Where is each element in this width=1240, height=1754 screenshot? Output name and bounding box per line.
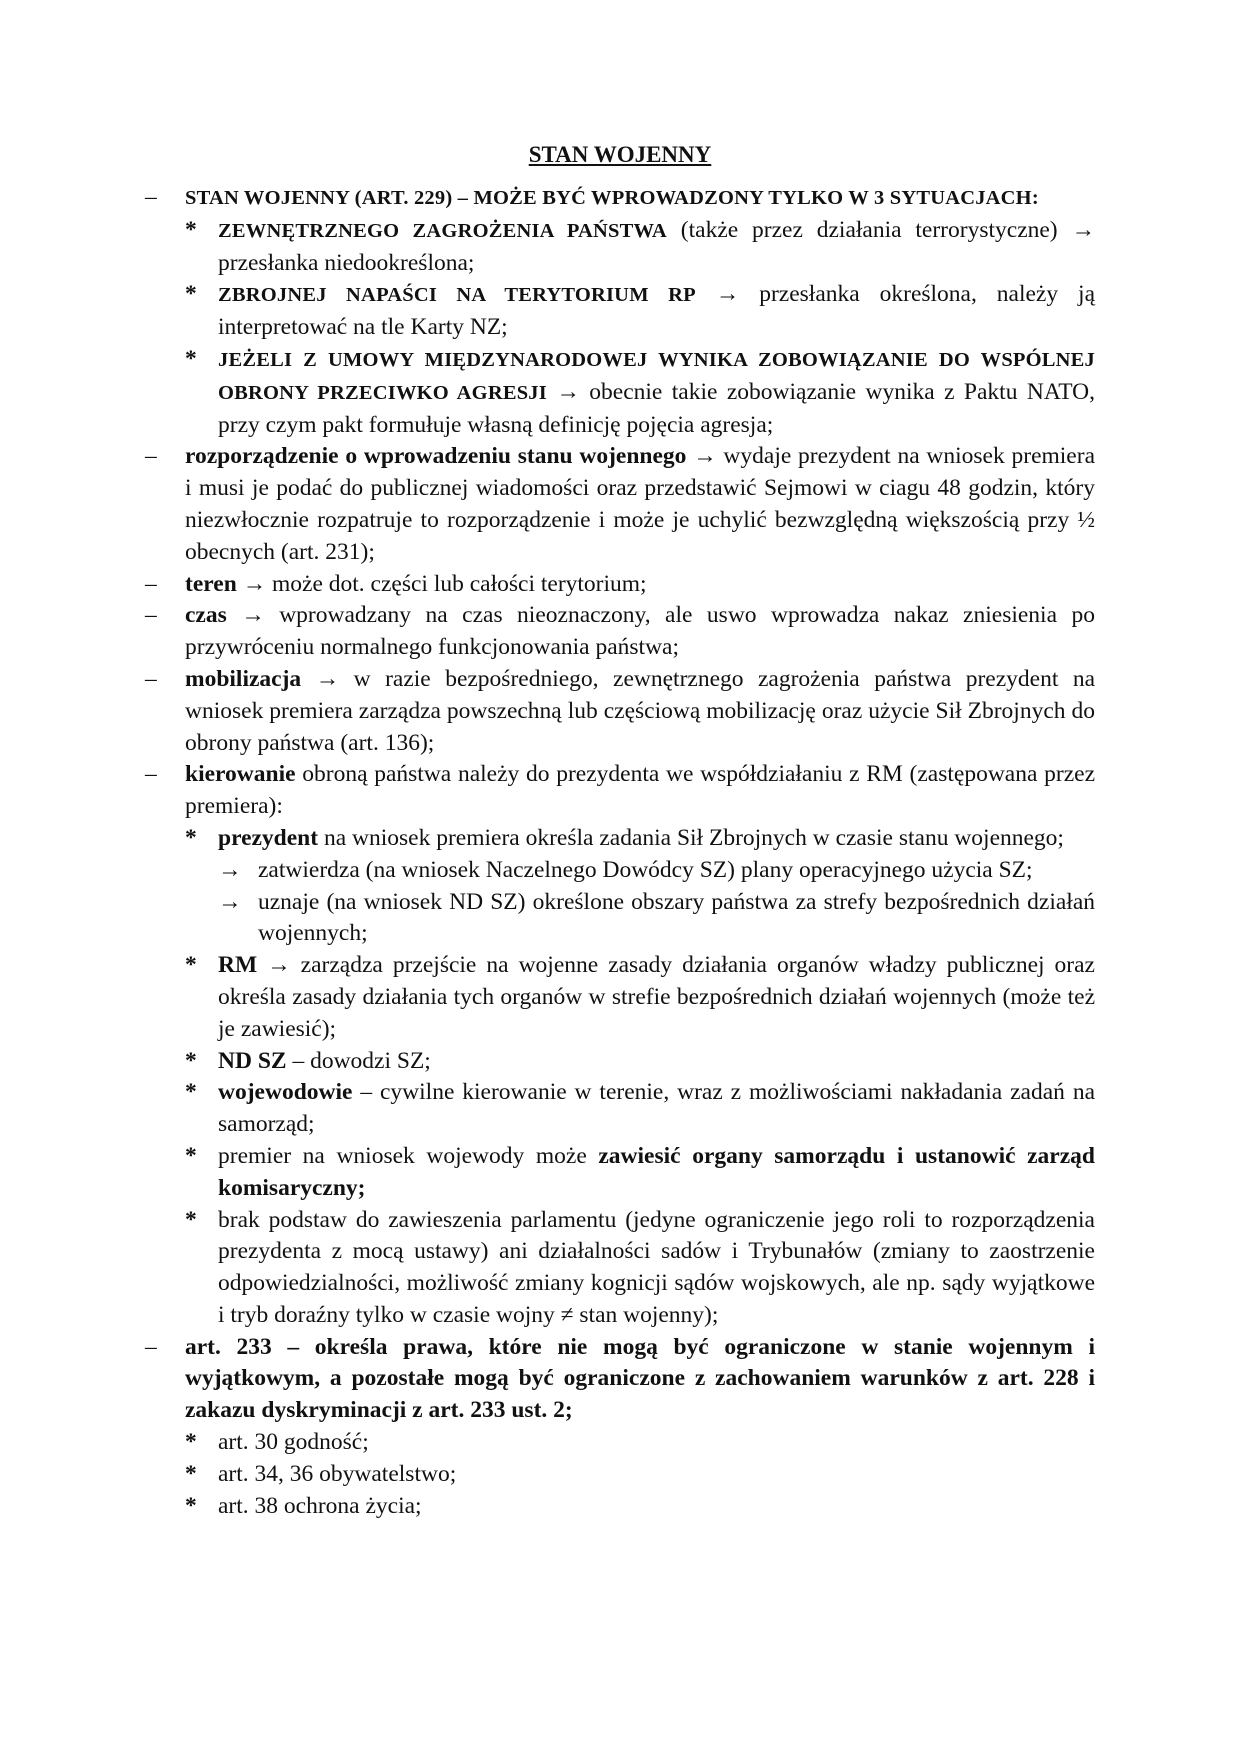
sub-item-text: art. 34, 36 obywatelstwo;	[218, 1460, 457, 1487]
sub-item-text: → przesłanka określona, należy ją interpretować na tle Karty NZ;	[218, 281, 1095, 341]
sub-item-premier	[145, 1141, 1095, 1205]
sub-item-rm	[145, 950, 1095, 1045]
star-bullet-icon: *	[185, 952, 197, 979]
sub-item-napasc	[145, 279, 1095, 344]
arrow-right-icon: →	[218, 856, 242, 883]
list-item-teren	[145, 569, 1095, 601]
list-item-rozporzadzenie	[145, 441, 1095, 568]
arrow-item-uznaje	[145, 887, 1095, 951]
dash-bullet-icon: –	[145, 184, 157, 210]
arrow-item-zatwierdza	[145, 855, 1095, 887]
sub-item-bold: zawiesić organy samorządu i ustanowić zarząd komisaryczny;	[218, 1142, 1095, 1201]
item-text: → może dot. części lub całości terytorium;	[236, 570, 647, 597]
star-bullet-icon: *	[185, 1429, 197, 1456]
item-text: → wprowadzany na czas nieoznaczony, ale uswo wprowadza nakaz zniesienia po przywróceniu normalnego funkcjonowania państwa;	[185, 602, 1095, 661]
sub-item-art-34-36	[145, 1459, 1095, 1491]
document-page	[145, 140, 1095, 1522]
list-item-stan-wojenny	[145, 182, 1095, 215]
sub-item-text: art. 30 godność;	[218, 1429, 369, 1456]
star-bullet-icon: *	[185, 1206, 197, 1233]
star-bullet-icon: *	[185, 1047, 197, 1074]
sub-item-bold: wojewodowie	[218, 1079, 353, 1106]
sub-item-umowa	[145, 344, 1095, 441]
dash-bullet-icon: –	[145, 602, 157, 629]
star-bullet-icon: *	[185, 345, 197, 372]
sub-item-wojewodowie	[145, 1077, 1095, 1141]
star-bullet-icon: *	[185, 1460, 197, 1487]
sub-item-text: → zarządza przejście na wojenne zasady działania organów władzy publicznej oraz określa zasady działania tych organów w strefie bezpośrednich działań wojennych (może też je zawiesić);	[218, 952, 1095, 1042]
item-lead: STAN WOJENNY (ART. 229) – MOŻE BYĆ WPROWADZONY TYLKO W 3 SYTUACJACH:	[185, 187, 1039, 209]
list-item-mobilizacja	[145, 664, 1095, 759]
sub-item-text: – cywilne kierowanie w terenie, wraz z możliwościami nakładania zadań na samorząd;	[218, 1079, 1095, 1138]
dash-bullet-icon: –	[145, 570, 157, 597]
sub-item-text: – dowodzi SZ;	[286, 1047, 431, 1074]
sub-item-nd-sz	[145, 1046, 1095, 1078]
arrow-item-text: uznaje (na wniosek ND SZ) określone obszary państwa za strefy bezpośrednich działań wojennych;	[258, 888, 1095, 947]
sub-item-prezydent	[145, 823, 1095, 855]
sub-item-art-38	[145, 1491, 1095, 1523]
item-bold: art. 233 – określa prawa, które nie mogą być ograniczone w stanie wojennym i wyjątkowym, a pozostałe mogą być ograniczone z zachowaniem warunków z art. 228 i zakazu dyskryminacji z art. 233 ust. 2;	[185, 1333, 1095, 1424]
star-bullet-icon: *	[185, 1142, 197, 1169]
dash-bullet-icon: –	[145, 1333, 157, 1360]
star-bullet-icon: *	[185, 1079, 197, 1106]
sub-item-bold: JEŻELI Z UMOWY MIĘDZYNARODOWEJ WYNIKA ZOBOWIĄZANIE DO WSPÓLNEJ OBRONY PRZECIWKO AGRESJI	[218, 348, 1095, 404]
sub-item-text: brak podstaw do zawieszenia parlamentu (jedyne ograniczenie jego roli to rozporządzenia prezydenta z mocą ustawy) ani działalności sadów i Trybunałów (zmiany to zaostrzenie odpowiedzialności, możliwość zmiany kognicji sądów wojskowych, ale np. sądy wyjątkowe i tryb doraźny tylko w czasie wojny ≠ stan wojenny);	[218, 1206, 1095, 1328]
item-bold: mobilizacja	[185, 665, 302, 692]
list-item-czas	[145, 600, 1095, 664]
item-bold: kierowanie	[185, 761, 296, 788]
item-bold: rozporządzenie o wprowadzeniu stanu wojennego	[185, 443, 687, 470]
star-bullet-icon: *	[185, 824, 197, 851]
sub-item-bold: RM	[218, 952, 258, 979]
sub-item-zagrozenie	[145, 215, 1095, 280]
star-bullet-icon: *	[185, 281, 197, 308]
sub-item-bold: ZBROJNEJ NAPAŚCI NA TERYTORIUM RP	[218, 284, 696, 307]
sub-item-bold: ZEWNĘTRZNEGO ZAGROŻENIA PAŃSTWA	[218, 219, 667, 242]
document-title: STAN WOJENNY	[528, 142, 712, 167]
item-text: obroną państwa należy do prezydenta we współdziałaniu z RM (zastępowana przez premiera):	[185, 761, 1095, 820]
list-item-art-233	[145, 1332, 1095, 1427]
star-bullet-icon: *	[185, 216, 197, 243]
sub-item-text: → obecnie takie zobowiązanie wynika z Paktu NATO, przy czym pakt formułuje własną definicję pojęcia agresja;	[218, 378, 1095, 438]
dash-bullet-icon: –	[145, 665, 157, 692]
arrow-item-text: zatwierdza (na wniosek Naczelnego Dowódcy SZ) plany operacyjnego użycia SZ;	[258, 856, 1033, 883]
sub-item-bold: prezydent	[218, 824, 319, 851]
sub-item-bold: ND SZ	[218, 1047, 287, 1074]
dash-bullet-icon: –	[145, 443, 157, 470]
list-item-kierowanie	[145, 759, 1095, 823]
item-bold: czas	[185, 602, 227, 629]
arrow-right-icon: →	[218, 888, 242, 915]
sub-item-text: na wniosek premiera określa zadania Sił Zbrojnych w czasie stanu wojennego;	[318, 824, 1064, 851]
sub-item-text: premier na wniosek wojewody może	[218, 1142, 599, 1169]
sub-item-art-30	[145, 1427, 1095, 1459]
dash-bullet-icon: –	[145, 761, 157, 788]
item-text: → w razie bezpośredniego, zewnętrznego zagrożenia państwa prezydent na wniosek premiera zarządza powszechną lub częściową mobilizację oraz użycie Sił Zbrojnych do obrony państwa (art. 136);	[185, 665, 1095, 756]
sub-item-text: art. 38 ochrona życia;	[218, 1492, 422, 1519]
item-text: → wydaje prezydent na wniosek premiera i musi je podać do publicznej wiadomości oraz przedstawić Sejmowi w ciagu 48 godzin, który niezwłocznie rozpatruje to rozporządzenie i może je uchylić bezwzględną większością przy ½ obecnych (art. 231);	[185, 443, 1095, 565]
star-bullet-icon: *	[185, 1492, 197, 1519]
sub-item-brak-podstaw	[145, 1205, 1095, 1332]
item-bold: teren	[185, 570, 237, 597]
sub-item-text: (także przez działania terrorystyczne) → przesłanka niedookreślona;	[218, 216, 1095, 276]
